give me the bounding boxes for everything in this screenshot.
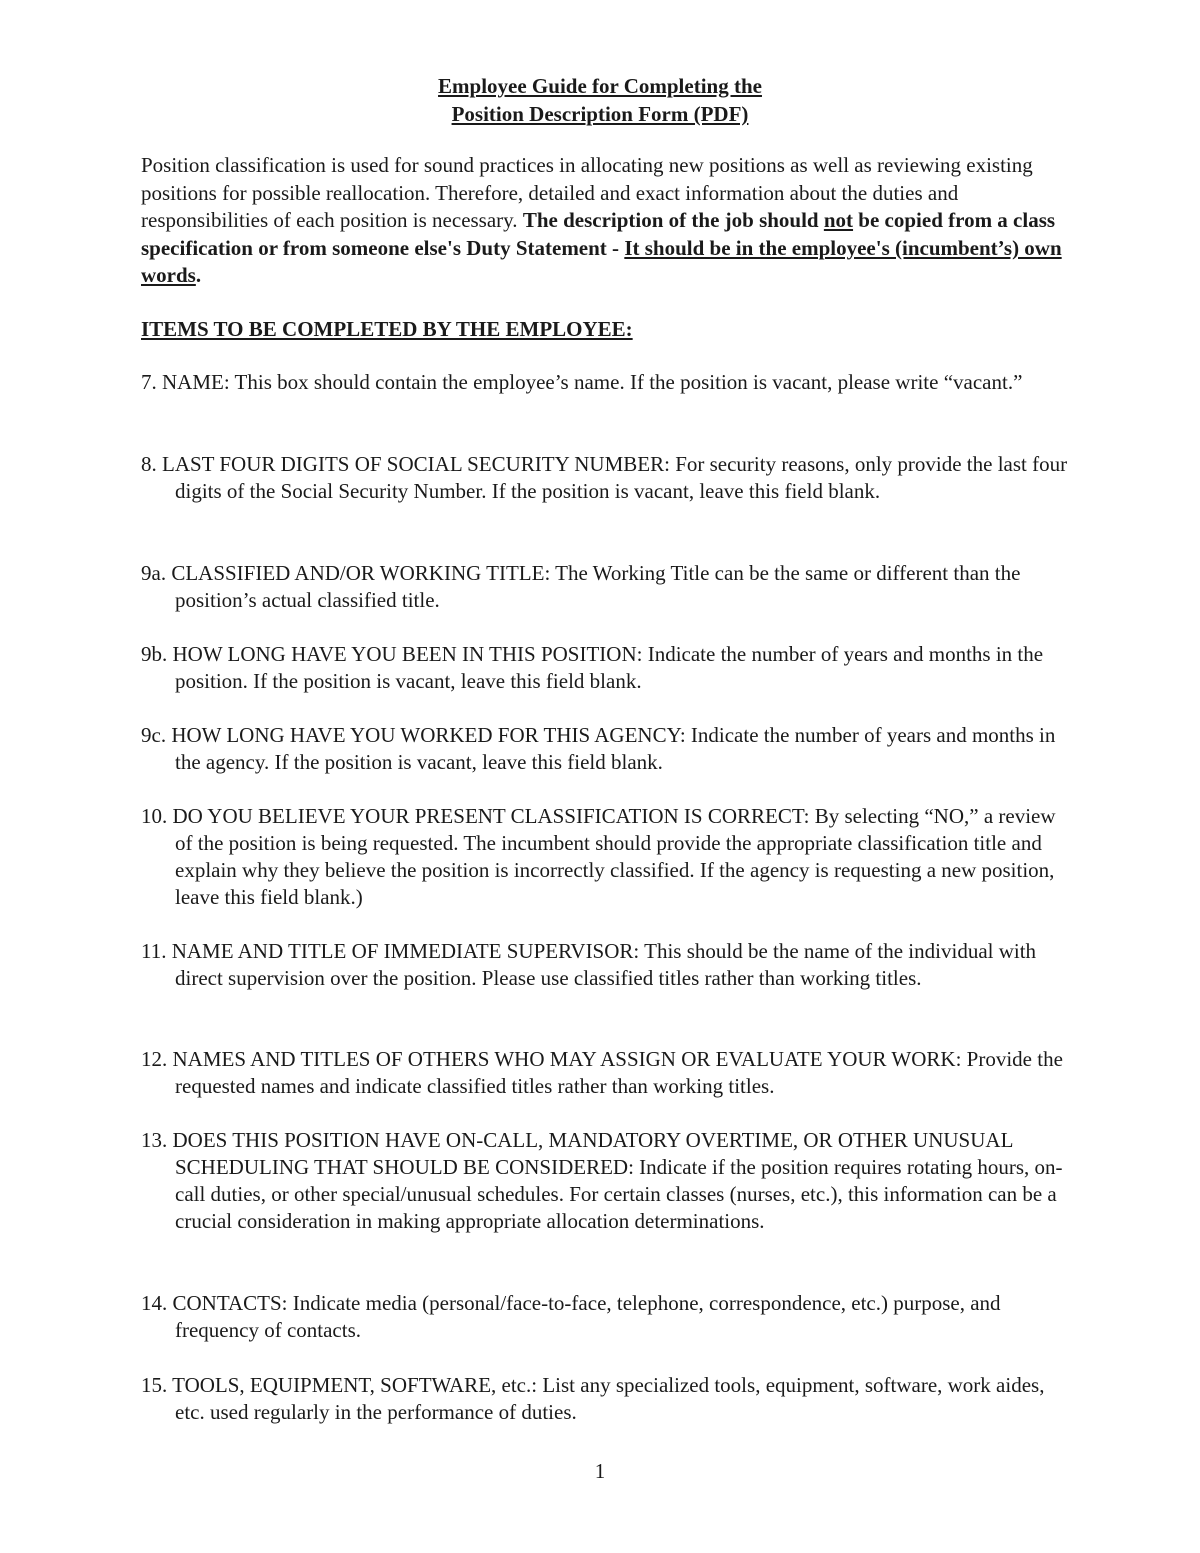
item-13-scheduling: 13. DOES THIS POSITION HAVE ON-CALL, MANDATORY OVERTIME, OR OTHER UNUSUAL SCHEDULING THAT SHOULD BE CONSIDERED: Indicate if the position requires rotating hours, on-call duties, or other special/unusual schedules. For certain classes (nurses, etc.), this information can be a crucial consideration in making appropriate allocation determinations. (141, 1128, 1063, 1233)
intro-bold-underlined: It should be in the employee's (incumbent’s) own words (141, 235, 1062, 288)
item-9c-time-in-agency: 9c. HOW LONG HAVE YOU WORKED FOR THIS AGENCY: Indicate the number of years and months in the agency. If the position is vacant, leave this field blank. (141, 723, 1056, 774)
section-heading: ITEMS TO BE COMPLETED BY THE EMPLOYEE: (141, 317, 633, 341)
item-10-classification: 10. DO YOU BELIEVE YOUR PRESENT CLASSIFICATION IS CORRECT: By selecting “NO,” a review of the position is being requested. The incumbent should provide the appropriate classification title and explain why they believe the position is incorrectly classified. If the agency is requesting a new position, leave this field blank.) (141, 804, 1056, 909)
page-title-line-1: Employee Guide for Completing the (438, 74, 762, 98)
item-9b-time-in-position: 9b. HOW LONG HAVE YOU BEEN IN THIS POSITION: Indicate the number of years and months in the position. If the position is vacant, leave this field blank. (141, 642, 1044, 693)
intro-bold-not: not (823, 208, 854, 233)
page-title-line-2: Position Description Form (PDF) (451, 102, 749, 126)
intro-end-period: . (195, 263, 202, 288)
item-7-name: 7. NAME: This box should contain the employee’s name. If the position is vacant, please write “vacant.” (141, 370, 1023, 394)
item-12-others: 12. NAMES AND TITLES OF OTHERS WHO MAY ASSIGN OR EVALUATE YOUR WORK: Provide the requested names and indicate classified titles rather than working titles. (141, 1047, 1063, 1098)
intro-paragraph (141, 152, 1071, 290)
item-9a-title: 9a. CLASSIFIED AND/OR WORKING TITLE: The Working Title can be the same or different than the position’s actual classified title. (141, 561, 1021, 612)
intro-bold-part-b: be copied from a class specification or from someone else's Duty Statement - (141, 208, 1056, 260)
page-number: 1 (594, 1459, 606, 1483)
item-11-supervisor: 11. NAME AND TITLE OF IMMEDIATE SUPERVISOR: This should be the name of the individual with direct supervision over the position. Please use classified titles rather than working titles. (141, 939, 1037, 990)
item-8-ssn: 8. LAST FOUR DIGITS OF SOCIAL SECURITY NUMBER: For security reasons, only provide the last four digits of the Social Security Number. If the position is vacant, leave this field blank. (141, 452, 1068, 503)
intro-bold-part-a: The description of the job should (522, 208, 819, 233)
item-15-tools: 15. TOOLS, EQUIPMENT, SOFTWARE, etc.: List any specialized tools, equipment, software, work aides, etc. used regularly in the performance of duties. (141, 1373, 1045, 1424)
intro-text: Position classification is used for sound practices in allocating new positions as well as reviewing existing positions for possible reallocation. Therefore, detailed and exact information about the duties and responsibilities of each position is necessary. (141, 153, 1033, 233)
item-14-contacts: 14. CONTACTS: Indicate media (personal/face-to-face, telephone, correspondence, etc.) purpose, and frequency of contacts. (141, 1291, 1001, 1342)
